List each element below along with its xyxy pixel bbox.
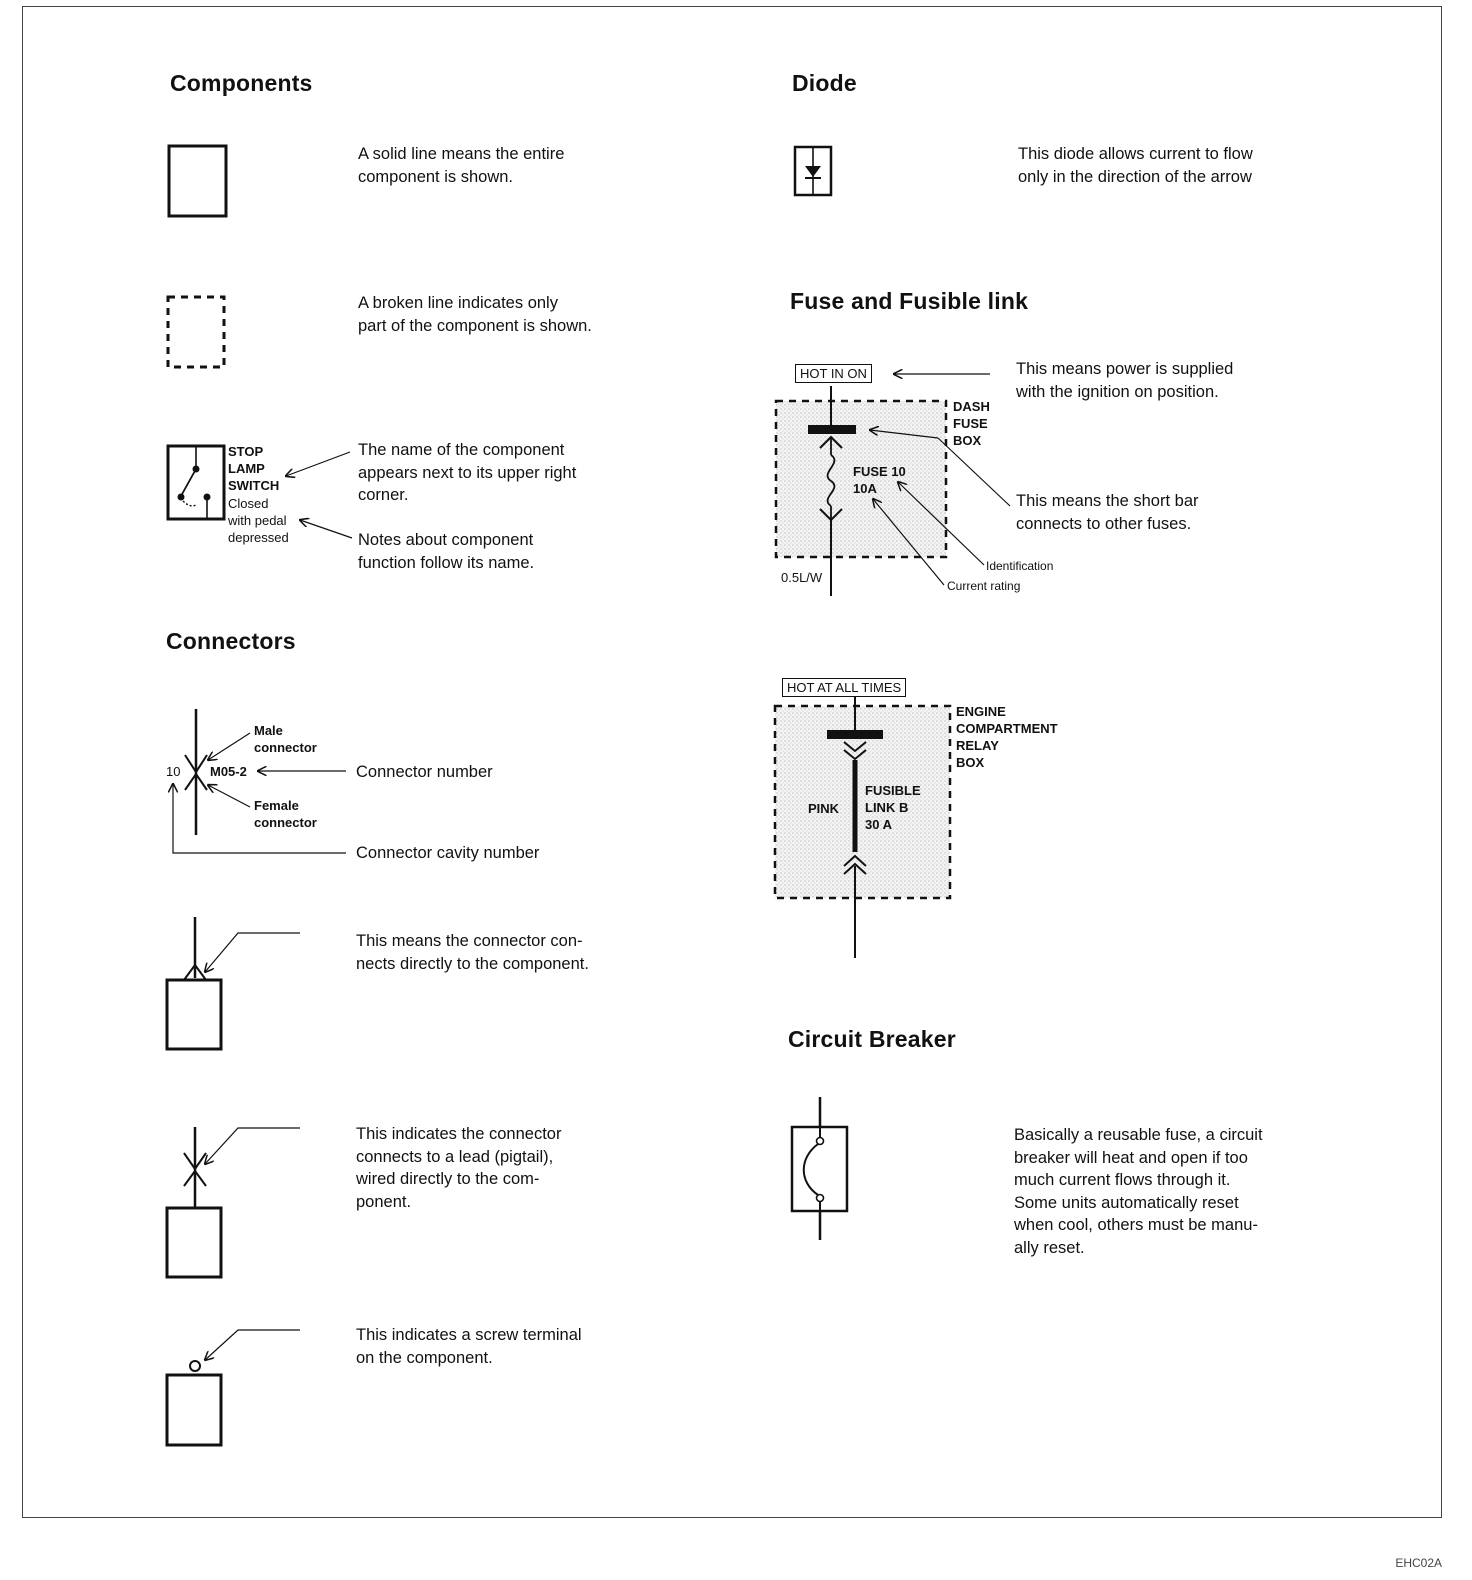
component-name-text: The name of the component appears next to its upper right corner. [358,441,577,504]
hot-in-on-tag: HOT IN ON [795,364,872,383]
fusible-link-label: FUSIBLE LINK B 30 A [865,783,921,832]
fuse-rating-label: 10A [853,481,877,496]
connector-id: M05-2 [210,764,247,779]
pink-label: PINK [808,801,840,816]
fusible-link-symbol [775,696,950,958]
switch-note-label: Closed with pedal depressed [228,496,289,545]
current-rating-label: Current rating [947,579,1021,593]
female-connector-label: Female connector [254,798,317,830]
broken-line-text: A broken line indicates only part of the component is shown. [358,294,592,335]
component-notes-text: Notes about component function follow its name. [358,531,535,572]
relay-box-label: ENGINE COMPARTMENT RELAY BOX [956,704,1058,770]
solid-line-text: A solid line means the entire component is shown. [358,145,565,186]
switch-name-label: STOP LAMP SWITCH [228,444,280,493]
screw-terminal-text: This indicates a screw terminal on the component. [356,1326,582,1367]
fuse-heading: Fuse and Fusible link [790,288,1029,314]
solid-component-symbol [169,146,226,216]
connectors-heading: Connectors [166,628,296,654]
page-code: EHC02A [1395,1556,1442,1570]
components-heading: Components [170,70,313,96]
diode-text: This diode allows current to flow only in the direction of the arrow [1018,145,1253,186]
fuse-id-label: FUSE 10 [853,464,906,479]
cavity-number-text: Connector cavity number [356,844,540,862]
circuit-breaker-symbol [792,1097,847,1240]
direct-connector-symbol [167,917,300,1049]
power-supply-text: This means power is supplied with the ignition on position. [1016,360,1234,401]
circuit-breaker-text: Basically a reusable fuse, a circuit breaker will heat and open if too much current flows through it. Some units automatically reset when cool, others must be manu- ally reset. [1014,1126,1263,1257]
screw-terminal-symbol [167,1330,300,1445]
connector-number-text: Connector number [356,763,493,781]
pigtail-connector-text: This indicates the connector connects to a lead (pigtail), wired directly to the com- ponent. [356,1125,562,1211]
short-bar-text: This means the short bar connects to other fuses. [1016,492,1199,533]
dash-fuse-box-label: DASH FUSE BOX [953,399,990,448]
wire-label: 0.5L/W [781,570,823,585]
circuit-breaker-heading: Circuit Breaker [788,1026,956,1052]
direct-connector-text: This means the connector con- nects directly to the component. [356,932,589,973]
broken-component-symbol [168,297,224,367]
cavity-number-value: 10 [166,764,181,779]
diode-heading: Diode [792,70,857,96]
diode-symbol [795,147,831,195]
stop-lamp-switch-symbol [168,446,224,519]
male-connector-label: Male connector [254,723,317,755]
pigtail-connector-symbol [167,1127,300,1277]
hot-at-all-times-tag: HOT AT ALL TIMES [782,678,906,697]
identification-label: Identification [986,559,1054,573]
